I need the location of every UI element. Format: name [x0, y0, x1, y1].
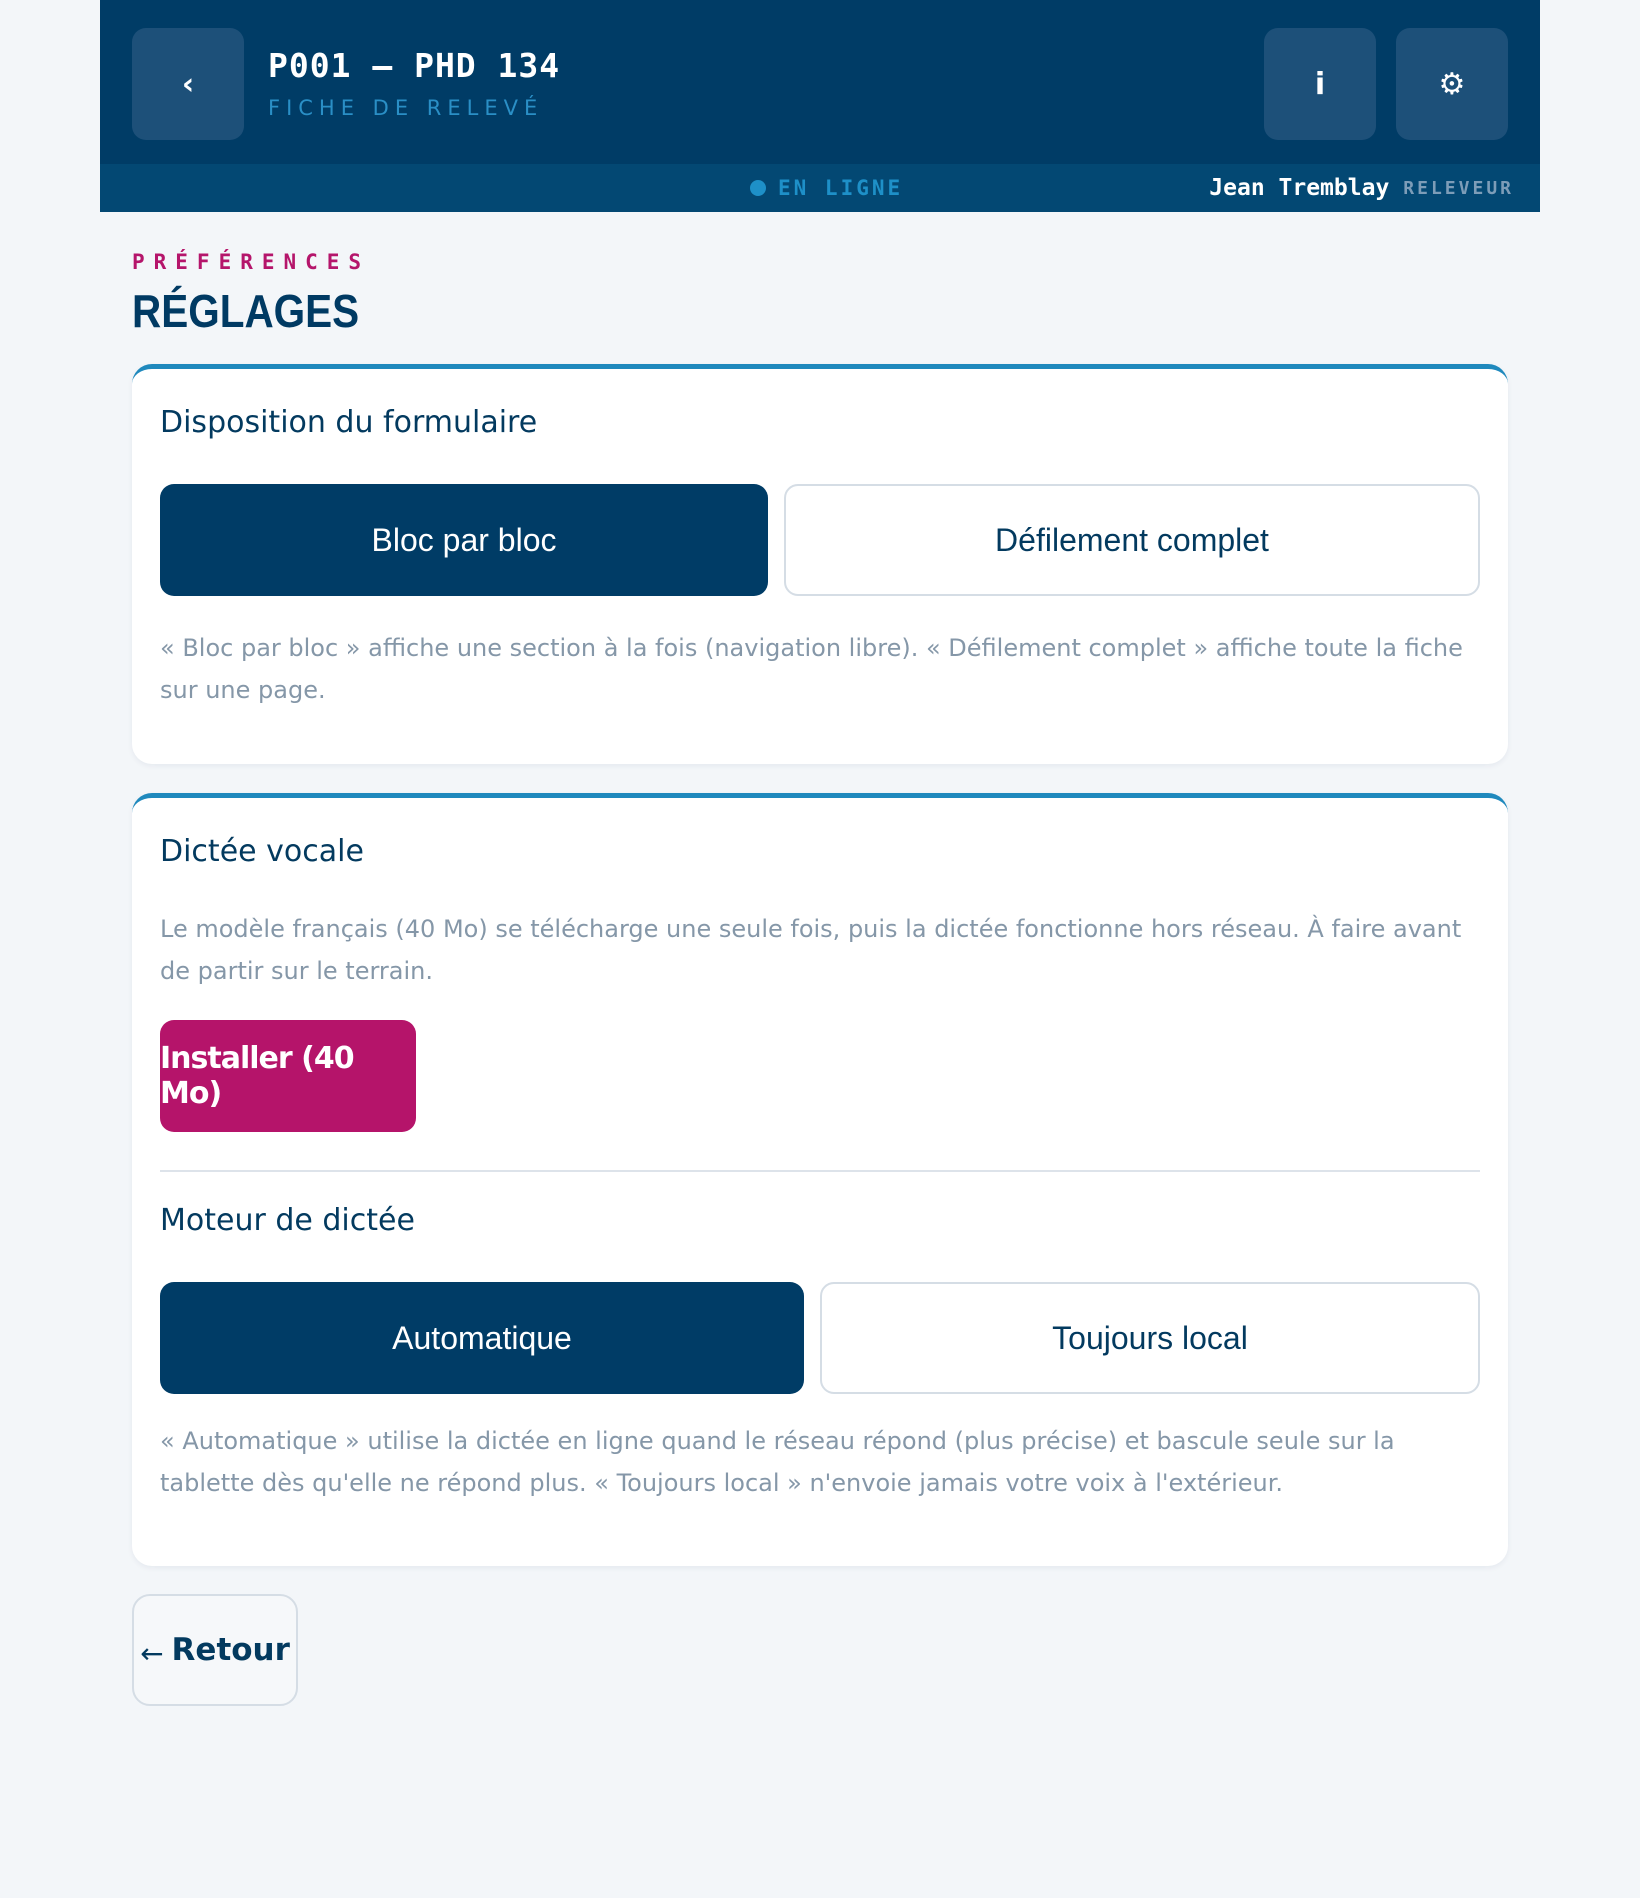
retour-button[interactable] [132, 1594, 298, 1706]
layout-settings-card [132, 364, 1508, 764]
status-bar [100, 164, 1540, 212]
page-eyebrow: PRÉFÉRENCES [132, 250, 371, 274]
app-shell [100, 0, 1540, 212]
connection-status-label: EN LIGNE [778, 176, 904, 200]
layout-section-heading: Disposition du formulaire [160, 405, 538, 440]
dictation-settings-card [132, 793, 1508, 1566]
user-info [1209, 164, 1514, 212]
user-name: Jean Tremblay [1209, 175, 1390, 201]
back-icon-button[interactable] [132, 28, 244, 140]
top-bar [100, 0, 1540, 164]
engine-option-local[interactable]: Toujours local [820, 1282, 1480, 1394]
page-header-subtitle: FICHE DE RELEVÉ [268, 96, 544, 120]
page-title: RÉGLAGES [132, 285, 360, 337]
engine-option-automatic[interactable]: Automatique [160, 1282, 804, 1394]
settings-button[interactable] [1396, 28, 1508, 140]
retour-label: Retour [171, 1632, 290, 1668]
section-divider [160, 1170, 1480, 1172]
info-icon: i [1314, 66, 1326, 102]
connection-status [750, 164, 903, 212]
engine-section-help: « Automatique » utilise la dictée en ligne quand le réseau répond (plus précise) et bascule seule sur la tablette dès qu'elle ne répond plus. « Toujours local » n'envoie jamais votre voix à l'extérieur. [160, 1427, 1395, 1497]
arrow-left-icon: ← [140, 1636, 164, 1670]
layout-option-block[interactable]: Bloc par bloc [160, 484, 768, 596]
header-title-block [268, 46, 560, 120]
dictation-section-heading: Dictée vocale [160, 834, 364, 869]
page-header-title: P001 — PHD 134 [268, 46, 561, 85]
user-role: RELEVEUR [1403, 177, 1514, 199]
engine-section-heading: Moteur de dictée [160, 1203, 415, 1238]
dictation-section-help: Le modèle français (40 Mo) se télécharge une seule fois, puis la dictée fonctionne hors réseau. À faire avant de partir sur le terrain. [160, 915, 1462, 985]
status-dot-icon [750, 180, 766, 196]
layout-option-scroll[interactable]: Défilement complet [784, 484, 1480, 596]
layout-section-help: « Bloc par bloc » affiche une section à la fois (navigation libre). « Défilement complet » affiche toute la fiche sur une page. [160, 634, 1463, 704]
gear-icon: ⚙ [1438, 66, 1466, 102]
info-button[interactable] [1264, 28, 1376, 140]
chevron-left-icon: ‹ [181, 66, 195, 102]
install-model-button[interactable]: Installer (40 Mo) [160, 1020, 416, 1132]
